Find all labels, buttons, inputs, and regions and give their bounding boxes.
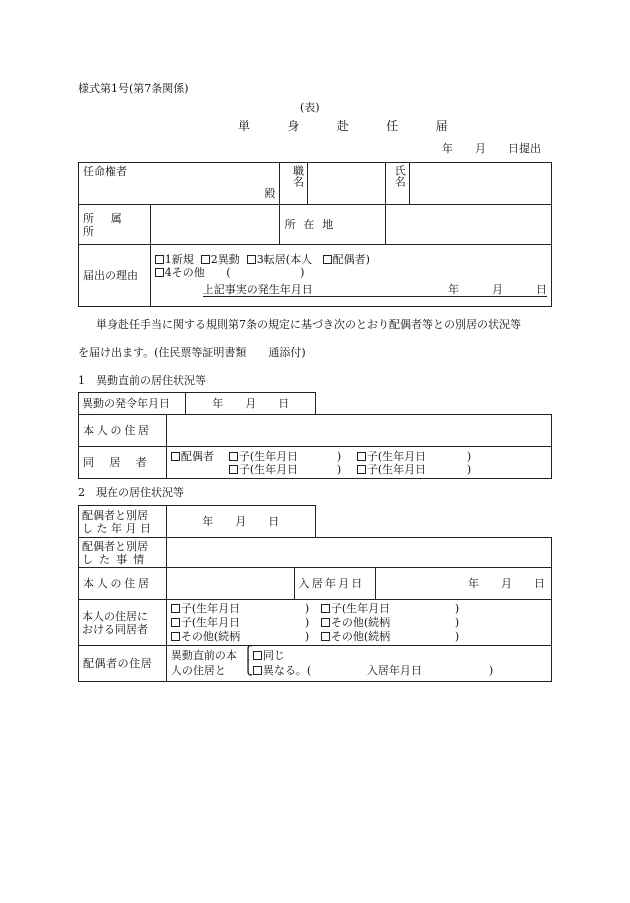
name-label: 氏名 [386,163,410,205]
separation-date-label-1: 配偶者と別居 [82,508,148,522]
pre-transfer-residence-text-1: 異動直前の本 [170,648,237,662]
cur-child-2-label: 子(生年月日 [330,601,391,615]
separation-reason-label-1: 配偶者と別居 [82,539,148,553]
pre-transfer-residence-field[interactable] [166,415,551,447]
transfer-date-label: 異動の発令年月日 [79,393,186,415]
checkbox-cur-child-1[interactable] [171,604,180,613]
child-3-close: ) [336,462,342,476]
cur-child-1-label: 子(生年月日 [180,601,241,615]
section2-date-table [78,505,316,538]
section1-heading: 1 異動直前の居住状況等 [78,374,206,387]
checkbox-other[interactable] [155,268,164,277]
cur-other-1-close: ) [454,615,460,629]
submission-date: 年 月 日提出 [442,142,541,155]
cur-other-1-label: その他(続柄 [330,615,391,629]
location-label: 所 在 地 [280,205,386,245]
spouse-move-in-label: 入居年月日 [366,663,422,677]
different-close: ) [488,663,494,677]
form-title: 単 身 赴 任 届 [238,119,465,133]
appointing-authority-label: 任命権者 [83,165,127,178]
checkbox-child-3[interactable] [229,465,238,474]
reason-field [150,245,551,307]
section1-table [78,414,552,479]
separation-reason-label-2: した事情 [82,552,151,566]
occurrence-date-value: 年 月 日 [448,283,547,296]
cohabitants-field [166,447,551,479]
checkbox-cur-other-2[interactable] [171,632,180,641]
child-3-label: 子(生年月日 [238,462,299,476]
affiliation-field[interactable] [150,205,280,245]
body-text-line1: 単身赴任手当に関する規則第7条の規定に基づき次のとおり配偶者等との別居の状況等 [96,318,521,331]
dono-label: 殿 [264,187,276,200]
option-other-label: 4その他 [164,266,205,279]
cur-other-2-close: ) [304,629,310,643]
child-1-label: 子(生年月日 [238,449,299,463]
option-move-label: 3転居(本人 [256,253,313,266]
option-transfer-label: 2異動 [210,253,240,266]
name-field[interactable] [410,163,552,205]
current-cohabitants-label-2: おける同居者 [82,622,148,636]
job-title-label: 職名 [280,163,308,205]
separation-date-label-2: した年月日 [82,521,155,535]
cur-other-3-close: ) [454,629,460,643]
checkbox-spouse[interactable] [323,255,332,264]
same-label: 同じ [262,648,285,662]
spouse-residence-field [166,646,551,682]
body-text-line2: を届け出ます。(住民票等証明書類 通添付) [78,346,306,359]
occurrence-date-label: 上記事実の発生年月日 [202,283,313,296]
cur-child-3-label: 子(生年月日 [180,615,241,629]
current-cohabitants-label-1: 本人の住居に [82,609,148,623]
checkbox-child-4[interactable] [357,465,366,474]
separation-reason-label [79,538,167,568]
checkbox-child-1[interactable] [229,452,238,461]
checkbox-cur-other-3[interactable] [321,632,330,641]
child-4-label: 子(生年月日 [366,462,427,476]
checkbox-cur-child-2[interactable] [321,604,330,613]
appointing-authority-cell[interactable] [79,163,280,205]
reason-label: 届出の理由 [79,245,151,307]
child-2-label: 子(生年月日 [366,449,427,463]
affiliation-label: 所 属 所 [79,205,151,245]
different-label: 異なる。( [262,663,312,677]
spouse-residence-label: 配偶者の住居 [79,646,167,682]
occurrence-date-row[interactable] [203,283,547,297]
checkbox-transfer[interactable] [201,255,210,264]
separation-date-label [79,506,167,538]
pre-transfer-residence-label: 本人の住居 [79,415,167,447]
cur-child-3-close: ) [304,615,310,629]
option-new-label: 1新規 [164,253,194,266]
cur-child-2-close: ) [454,601,460,615]
other-paren-open: ( [226,266,231,279]
option-spouse-label: 配偶者) [332,253,370,266]
checkbox-same[interactable] [253,651,262,660]
omote-label: (表) [300,101,320,114]
section1-date-table [78,392,316,415]
child-1-close: ) [336,449,342,463]
checkbox-cur-other-1[interactable] [321,618,330,627]
other-paren-close: ) [300,266,305,279]
checkbox-cur-child-3[interactable] [171,618,180,627]
checkbox-new[interactable] [155,255,164,264]
brace-top: ⎧ [242,645,254,662]
section2-table [78,537,552,682]
cur-other-2-label: その他(続柄 [180,629,241,643]
child-4-close: ) [466,462,472,476]
current-residence-label: 本人の住居 [79,568,167,600]
cur-child-1-close: ) [304,601,310,615]
current-residence-field[interactable] [166,568,294,600]
current-cohabitants-field [166,600,551,646]
separation-date-value[interactable]: 年 月 日 [166,506,315,538]
section2-heading: 2 現在の居住状況等 [78,486,184,499]
move-in-date-label: 入居年月日 [294,568,376,600]
applicant-table [78,162,552,307]
separation-reason-field[interactable] [166,538,551,568]
pre-transfer-residence-text-2: 人の住居と [170,663,226,677]
spouse-label: 配偶者 [180,449,214,463]
transfer-date-value[interactable]: 年 月 日 [186,393,316,415]
cur-other-3-label: その他(続柄 [330,629,391,643]
current-cohabitants-label [79,600,167,646]
job-title-field[interactable] [308,163,386,205]
cohabitants-label: 同 居 者 [79,447,167,479]
checkbox-different[interactable] [253,666,262,675]
checkbox-move[interactable] [247,255,256,264]
form-number: 様式第1号(第7条関係) [78,82,189,95]
move-in-date-value[interactable]: 年 月 日 [376,568,552,600]
brace-bottom: ⎩ [242,659,254,676]
location-field[interactable] [386,205,552,245]
child-2-close: ) [466,449,472,463]
checkbox-child-2[interactable] [357,452,366,461]
checkbox-spouse-cohabit[interactable] [171,452,180,461]
